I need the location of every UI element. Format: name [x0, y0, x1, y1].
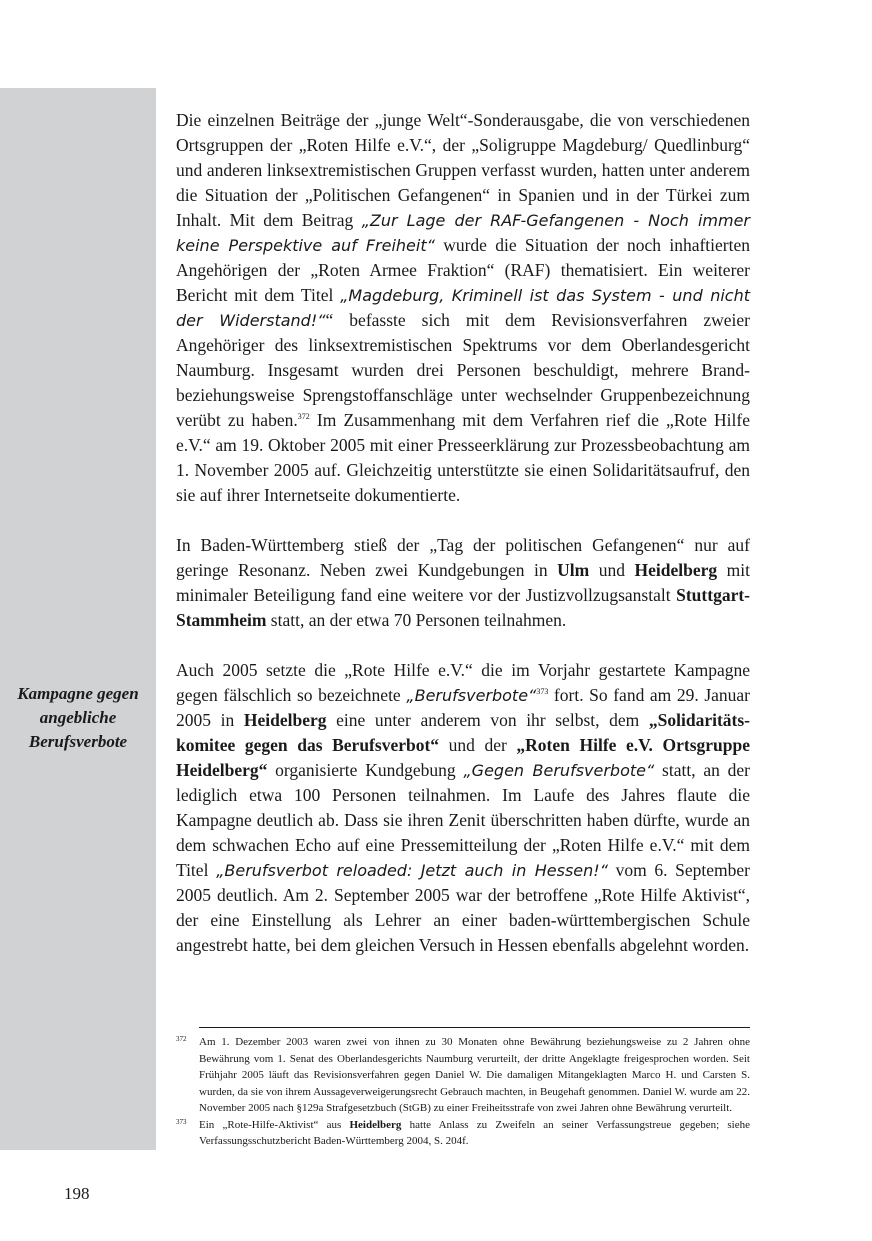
margin-note-line: Kampagne gegen	[17, 684, 139, 703]
footnote-number: 372	[176, 1035, 187, 1043]
place-name: Ulm	[557, 560, 590, 580]
text-run: In Baden-Württemberg stieß der „Tag der politischen Gefangenen“ nur auf geringe Resonanz. Neben zwei Kundgebungen in	[176, 535, 750, 580]
margin-note	[4, 682, 152, 754]
paragraph-1	[176, 108, 750, 508]
footnote	[176, 1117, 750, 1150]
footnote-ref: 373	[536, 687, 549, 697]
footnote-text: hatte Anlass zu Zweifeln an seiner Verfassungstreue gegeben; siehe Verfassungsschutzbericht Baden-Württemberg 2004, S. 204f.	[199, 1118, 750, 1147]
place-name: Heidelberg	[243, 710, 327, 730]
text-run: mit minimaler Beteiligung fand eine weitere vor der Justizvollzugsanstalt	[176, 560, 750, 605]
italic-title: „Berufsverbote“	[406, 686, 537, 705]
text-run: fort. So fand am 29. Januar 2005 in	[176, 685, 750, 730]
italic-title: „Gegen Berufsverbote“	[463, 761, 655, 780]
text-run: statt, an der lediglich etwa 100 Personen teilnahmen. Im Laufe des Jahres flaute die Kampagne deutlich ab. Dass sie ihren Zenit überschritten haben dürfte, wurde an dem schwachen Echo auf eine Pressemitteilung der „Roten Hilfe e.V.“ mit dem Titel	[176, 760, 750, 880]
margin-note-line: angebliche	[39, 708, 117, 727]
italic-title: „Berufsverbot reloaded: Jetzt auch in Hessen!“	[216, 861, 608, 880]
place-name: Heidelberg	[634, 560, 718, 580]
paragraph-3	[176, 658, 750, 958]
margin-sidebar	[0, 88, 156, 1150]
footnote-divider	[199, 1027, 750, 1028]
page-number: 198	[64, 1184, 90, 1203]
footnote-ref: 372	[297, 412, 310, 422]
footnote	[176, 1034, 750, 1117]
place-name: Stuttgart-Stammheim	[176, 585, 750, 630]
text-run: Auch 2005 setzte die „Rote Hilfe e.V.“ die im Vorjahr gestartete Kampagne gegen fälschlich so bezeichnete	[176, 660, 750, 705]
footnote-text: Ein „Rote-Hilfe-Aktivist“ aus	[199, 1118, 350, 1131]
text-run: statt, an der etwa 70 Personen teilnahmen.	[266, 610, 567, 630]
text-run: Die einzelnen Beiträge der „junge Welt“-Sonderausgabe, die von verschiedenen Ortsgruppen der „Roten Hilfe e.V.“, der „Soligruppe Magdeburg/ Quedlinburg“ und anderen linksextremistischen Gruppen verfasst wurden, hatten unter anderem die Situation der „Politischen Gefangenen“ in Spanien und in der Türkei zum Inhalt. Mit dem Beitrag	[176, 110, 750, 230]
margin-note-line: Berufsverbote	[28, 732, 128, 751]
organization-name: „Roten Hilfe e.V. Ortsgruppe Heidelberg“	[176, 735, 750, 780]
italic-title: „Magdeburg, Kriminell ist das System - und nicht der Widerstand!“	[176, 286, 750, 330]
italic-title: „Zur Lage der RAF-Gefangenen - Noch immer keine Perspektive auf Freiheit“	[176, 211, 750, 255]
organization-name: „Solidaritätskomitee gegen das Berufsverbot“	[176, 710, 750, 755]
text-run: eine unter anderem von ihr selbst, dem	[326, 710, 649, 730]
footnote-text: Am 1. Dezember 2003 waren zwei von ihnen zu 30 Monaten ohne Bewährung beziehungsweise zu 2 Jahren ohne Bewährung vom 1. Senat des Oberlandesgerichts Naumburg verurteilt, der dritte Angeklagte freigesprochen worden. Seit Frühjahr 2005 läuft das Revisionsverfahren gegen Daniel W. Die damaligen Mitangeklagten Marco H. und Carsten S. wurden, da sie von ihrem Aussageverweigerungsrecht Gebrauch machten, in Beugehaft genommen. Daniel W. wurde am 22. November 2005 nach §129a Strafgesetzbuch (StGB) zu einer Freiheitsstrafe von zwei Jahren ohne Bewährung verurteilt.	[199, 1036, 750, 1114]
text-run: wurde die Situation der noch inhaftierten Angehörigen der „Roten Armee Fraktion“ (RAF) thematisiert. Ein weiterer Bericht mit dem Titel	[176, 235, 750, 305]
text-run: “ befasste sich mit dem Revisionsverfahren zweier Angehöriger des linksextremistischen Spektrums vor dem Oberlandesgericht Naumburg. Insgesamt wurden drei Personen beschuldigt, mehrere Brand- beziehungsweise Sprengstoffanschläge unter wechselnder Gruppenbezeichnung verübt zu haben.	[176, 310, 751, 430]
text-run: und	[589, 560, 635, 580]
main-text	[176, 108, 750, 958]
text-run: organisierte Kundgebung	[267, 760, 464, 780]
text-run: vom 6. September 2005 deutlich. Am 2. September 2005 war der betroffene „Rote Hilfe Aktivist“, der eine Einstellung als Lehrer an einer baden-württembergischen Schule angestrebt hatte, bei dem gleichen Versuch in Hessen ebenfalls abgelehnt worden.	[176, 860, 750, 955]
footnotes	[176, 1034, 750, 1150]
footnote-number: 373	[176, 1117, 187, 1126]
text-run: Im Zusammenhang mit dem Verfahren rief die „Rote Hilfe e.V.“ am 19. Oktober 2005 mit einer Presseerklärung zur Prozessbeobachtung am 1. November 2005 auf. Gleichzeitig unterstützte sie einen Solidaritätsaufruf, den sie auf ihrer Internetseite dokumentierte.	[176, 410, 750, 505]
place-name: Heidelberg	[349, 1118, 402, 1131]
paragraph-2	[176, 533, 750, 633]
text-run: und der	[439, 735, 517, 755]
